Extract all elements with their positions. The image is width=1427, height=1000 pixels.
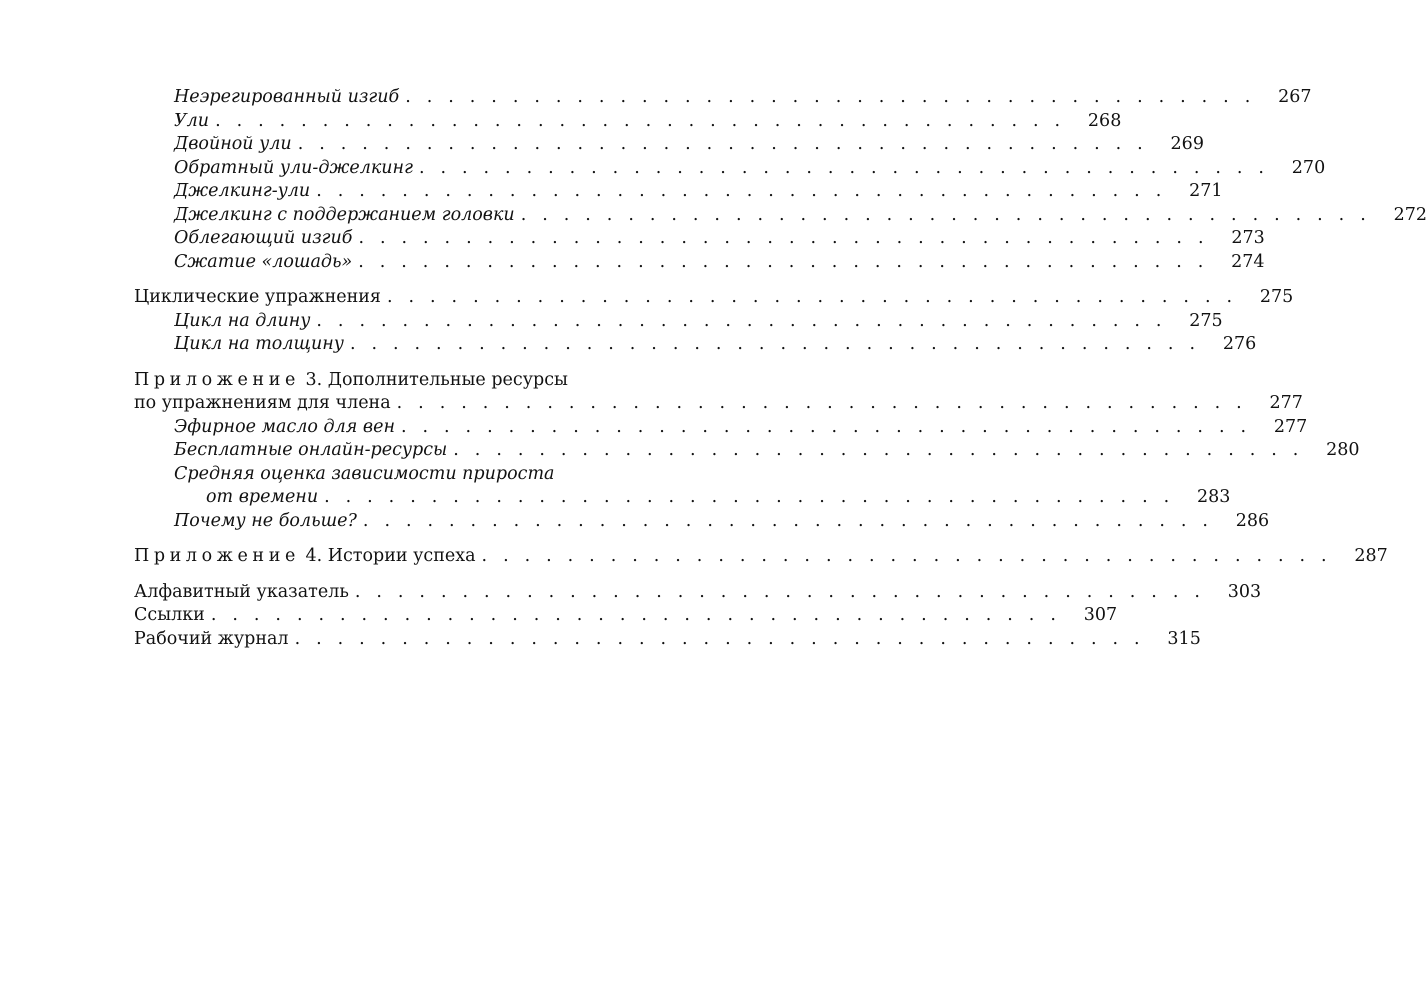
toc-entry-title bbox=[134, 545, 476, 569]
toc-entry-length-cycle bbox=[134, 310, 1223, 334]
toc-entry-title: Почему не больше? bbox=[174, 510, 357, 531]
toc-entry-appendix-3-heading bbox=[134, 369, 706, 393]
toc-entry-page: 272 bbox=[1393, 204, 1427, 225]
toc-entry-title: Обратный ули-джелкинг bbox=[174, 157, 413, 178]
toc-entry-page: 267 bbox=[1278, 87, 1312, 107]
toc-entry-title: Сжатие «лошадь» bbox=[174, 251, 353, 272]
toc-leader-dots: . . . . . . . . . . . . . . . . . . . . . . . . . . . . . . . . . . . . . . . . bbox=[453, 440, 1304, 460]
toc-leader-dots: . . . . . . . . . . . . . . . . . . . . . . . . . . . . . . . . . . . . . . . . bbox=[294, 628, 1145, 649]
toc-leader-dots: . . . . . . . . . . . . . . . . . . . . . . . . . . . . . . . . . . . . . . . . bbox=[481, 546, 1332, 566]
toc-entry-average-gain-continued bbox=[134, 486, 1231, 510]
toc-leader-dots: . . . . . . . . . . . . . . . . . . . . . . . . . . . . . . . . . . . . . . . . bbox=[349, 334, 1201, 354]
toc-entry-title: Джелкинг с поддержанием головки bbox=[174, 204, 515, 225]
toc-entry-page: 277 bbox=[1273, 416, 1308, 437]
toc-entry-references bbox=[134, 604, 1118, 628]
toc-entry-horse-squeeze bbox=[134, 251, 1265, 275]
toc-entry-free-online-resources bbox=[134, 439, 1360, 463]
toc-entry-page: 277 bbox=[1269, 393, 1303, 413]
toc-entry-appendix-4 bbox=[134, 545, 1388, 569]
toc-entry-page: 270 bbox=[1291, 157, 1326, 178]
toc-leader-dots: . . . . . . . . . . . . . . . . . . . . . . . . . . . . . . . . . . . . . . . . bbox=[354, 581, 1206, 602]
toc-entry-title: Ули bbox=[174, 110, 210, 131]
toc-entry-title: Цикл на толщину bbox=[174, 334, 344, 354]
toc-entry-double-uli bbox=[134, 133, 1204, 157]
toc-entry-reverse-uli-jelqing bbox=[134, 157, 1326, 181]
toc-entry-page: 275 bbox=[1259, 287, 1294, 307]
appendix-label: Приложение bbox=[134, 546, 300, 566]
toc-leader-dots: . . . . . . . . . . . . . . . . . . . . . . . . . . . . . . . . . . . . . . . . bbox=[316, 310, 1167, 331]
toc-entry-page: 269 bbox=[1170, 134, 1204, 154]
toc-entry-title: Облегающий изгиб bbox=[174, 228, 353, 248]
toc-entry-nonerect-bend bbox=[134, 86, 1312, 110]
toc-entry-title: Эфирное масло для вен bbox=[174, 416, 395, 437]
toc-entry-page: 307 bbox=[1083, 605, 1118, 625]
toc-entry-girth-cycle bbox=[134, 333, 1257, 357]
appendix-label: Приложение bbox=[134, 369, 300, 390]
toc-entry-title: по упражнениям для члена bbox=[134, 393, 391, 413]
table-of-contents bbox=[134, 86, 1427, 651]
toc-entry-wrap-bend bbox=[134, 227, 1265, 251]
toc-leader-dots: . . . . . . . . . . . . . . . . . . . . . . . . . . . . . . . . . . . . . . . . bbox=[358, 251, 1209, 272]
toc-entry-page: 315 bbox=[1167, 628, 1201, 649]
toc-entry-page: 283 bbox=[1196, 487, 1231, 507]
toc-leader-dots: . . . . . . . . . . . . . . . . . . . . . . . . . . . . . . . . . . . . . . . . bbox=[324, 487, 1175, 507]
toc-entry-title: Циклические упражнения bbox=[134, 287, 381, 307]
toc-entry-jelqing-uli bbox=[134, 180, 1223, 204]
toc-entry-title: Цикл на длину bbox=[174, 310, 311, 331]
toc-entry-title: Средняя оценка зависимости прироста bbox=[174, 463, 555, 484]
toc-entry-page: 303 bbox=[1227, 581, 1262, 602]
toc-entry-title: Бесплатные онлайн-ресурсы bbox=[174, 440, 448, 460]
toc-entry-title: Джелкинг-ули bbox=[174, 181, 311, 201]
toc-leader-dots: . . . . . . . . . . . . . . . . . . . . . . . . . . . . . . . . . . . . . . . . bbox=[396, 393, 1247, 413]
toc-entry-why-not-more bbox=[134, 510, 1270, 534]
toc-entry-page: 271 bbox=[1189, 181, 1223, 201]
toc-entry-page: 276 bbox=[1222, 334, 1257, 354]
toc-entry-page: 274 bbox=[1231, 251, 1265, 272]
toc-entry-page: 280 bbox=[1326, 440, 1360, 460]
toc-leader-dots: . . . . . . . . . . . . . . . . . . . . . . . . . . . . . . . . . . . . . . . . bbox=[210, 605, 1062, 625]
toc-leader-dots: . . . . . . . . . . . . . . . . . . . . . . . . . . . . . . . . . . . . . . . . bbox=[297, 134, 1148, 154]
toc-leader-dots: . . . . . . . . . . . . . . . . . . . . . . . . . . . . . . . . . . . . . . . . bbox=[418, 157, 1270, 178]
toc-entry-alphabetical-index bbox=[134, 581, 1262, 605]
toc-leader-dots: . . . . . . . . . . . . . . . . . . . . . . . . . . . . . . . . . . . . . . . . bbox=[520, 204, 1371, 225]
toc-leader-dots: . . . . . . . . . . . . . . . . . . . . . . . . . . . . . . . . . . . . . . . . bbox=[405, 87, 1256, 107]
toc-entry-jelqing-head-support bbox=[134, 204, 1427, 228]
toc-entry-appendix-3-continued bbox=[134, 392, 1303, 416]
toc-leader-dots: . . . . . . . . . . . . . . . . . . . . . . . . . . . . . . . . . . . . . . . . bbox=[362, 510, 1214, 531]
toc-entry-title: Ссылки bbox=[134, 605, 205, 625]
toc-leader-dots: . . . . . . . . . . . . . . . . . . . . . . . . . . . . . . . . . . . . . . . . bbox=[400, 416, 1252, 437]
toc-entry-average-gain-heading bbox=[134, 463, 706, 487]
toc-entry-page: 273 bbox=[1231, 228, 1265, 248]
toc-entry-title: Неэрегированный изгиб bbox=[174, 87, 400, 107]
toc-entry-page: 275 bbox=[1189, 310, 1223, 331]
toc-entry-title: от времени bbox=[206, 487, 319, 507]
appendix-title: 3. Дополнительные ресурсы bbox=[299, 369, 568, 390]
toc-entry-title: Алфавитный указатель bbox=[134, 581, 349, 602]
toc-leader-dots: . . . . . . . . . . . . . . . . . . . . . . . . . . . . . . . . . . . . . . . . bbox=[358, 228, 1209, 248]
toc-entry-workbook bbox=[134, 628, 1201, 652]
toc-leader-dots: . . . . . . . . . . . . . . . . . . . . . . . . . . . . . . . . . . . . . . . . bbox=[386, 287, 1238, 307]
toc-entry-essential-oil bbox=[134, 416, 1308, 440]
toc-entry-page: 268 bbox=[1087, 110, 1122, 131]
toc-entry-page: 286 bbox=[1235, 510, 1270, 531]
toc-entry-title: Двойной ули bbox=[174, 134, 292, 154]
toc-entry-title: Рабочий журнал bbox=[134, 628, 289, 649]
toc-entry-title bbox=[134, 369, 568, 393]
toc-leader-dots: . . . . . . . . . . . . . . . . . . . . . . . . . . . . . . . . . . . . . . . . bbox=[316, 181, 1167, 201]
toc-entry-page: 287 bbox=[1354, 546, 1388, 566]
toc-entry-cyclic-exercises bbox=[134, 286, 1294, 310]
toc-leader-dots: . . . . . . . . . . . . . . . . . . . . . . . . . . . . . . . . . . . . . . . . bbox=[215, 110, 1066, 131]
toc-entry-uli bbox=[134, 110, 1122, 134]
appendix-title: 4. Истории успеха bbox=[299, 546, 476, 566]
